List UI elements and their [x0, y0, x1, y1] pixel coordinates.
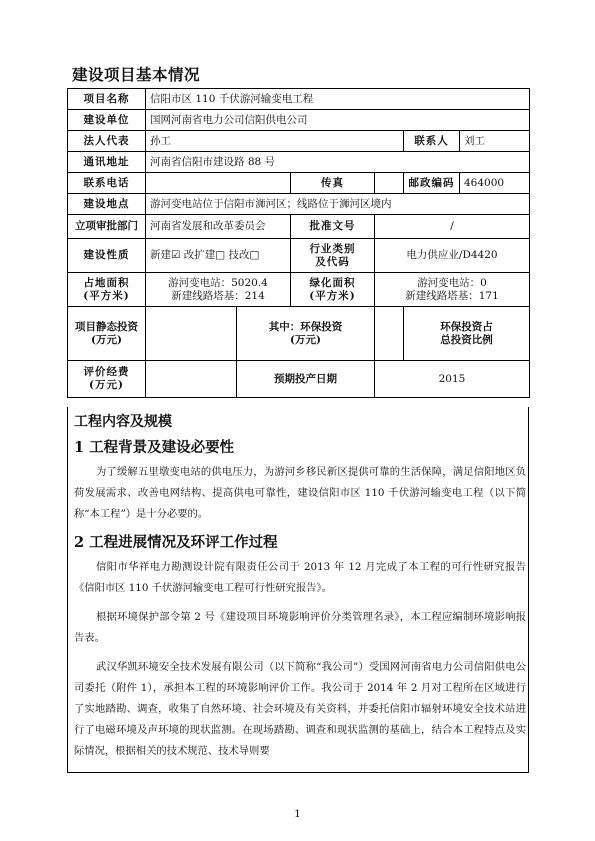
legal-rep-value: 孙工 [146, 131, 404, 152]
green-label-line1: 绿化面积 [309, 276, 356, 289]
page-title: 建设项目基本情况 [72, 65, 201, 84]
industry-label-line2: 及代码 [315, 255, 350, 268]
section1-paragraph: 为了缓解五里墩变电站的供电压力，为游河乡移民新区提供可靠的生活保障，满足信阳地区负荷发展需求、改善电网结构、提高供电可靠性，建设信阳市区 110 千伏游河输变电工程（以下简称“本工程”）是十分必要的。 [74, 466, 526, 520]
section1-title: 1 工程背景及建设必要性 [74, 439, 235, 456]
location-label: 建设地点 [68, 194, 146, 215]
area-label-line1: 占地面积 [83, 276, 130, 289]
address-label: 通讯地址 [68, 152, 146, 173]
static-investment-value [146, 307, 237, 361]
builder-value: 国网河南省电力公司信阳供电公司 [146, 110, 530, 131]
section2-paragraph-2: 根据环境保护部令第 2 号《建设项目环境影响评价分类管理名录》，本工程应编制环境影响报告表。 [74, 611, 526, 644]
location-value: 游河变电站位于信阳市浉河区；线路位于浉河区境内 [146, 194, 530, 215]
page-number: 1 [294, 808, 301, 820]
postcode-value: 464000 [460, 173, 530, 194]
approval-dept-value: 河南省发展和改革委员会 [146, 215, 291, 239]
fax-value [375, 173, 404, 194]
area-value-line2: 新建线路塔基：214 [171, 289, 265, 302]
area-label-line2: (平方米) [83, 289, 130, 302]
basic-info-table [67, 88, 530, 398]
eval-fee-value [146, 361, 237, 398]
address-value: 河南省信阳市建设路 88 号 [146, 152, 530, 173]
phone-value [146, 173, 291, 194]
phone-label: 联系电话 [68, 173, 146, 194]
static-investment-label-line1: 项目静态投资 [75, 320, 138, 333]
green-label-line2: (平方米) [309, 289, 356, 302]
content-heading: 工程内容及规模 [74, 414, 172, 430]
eval-fee-label-line1: 评价经费 [83, 366, 130, 378]
builder-label: 建设单位 [68, 110, 146, 131]
content-body [74, 410, 526, 762]
green-value [375, 273, 530, 307]
postcode-label: 邮政编码 [404, 173, 460, 194]
section2-title: 2 工程进展情况及环评工作过程 [74, 534, 278, 551]
green-value-line1: 游河变电站：0 [417, 276, 487, 289]
env-ratio-label-line1: 环保投资占 [440, 320, 493, 333]
operation-date-value: 2015 [375, 361, 530, 398]
legal-rep-label: 法人代表 [68, 131, 146, 152]
approval-no-value: / [375, 215, 530, 239]
project-name-label: 项目名称 [68, 89, 146, 110]
area-value [146, 273, 291, 307]
contact-label: 联系人 [404, 131, 460, 152]
eval-fee-label-line2: (万元) [89, 379, 124, 391]
industry-value: 电力供应业/D4420 [375, 239, 530, 273]
fax-label: 传真 [291, 173, 375, 194]
static-investment-label [68, 307, 146, 361]
nature-value: 新建☑ 改扩建□ 技改□ [146, 239, 291, 273]
green-value-line2: 新建线路塔基：171 [405, 289, 499, 302]
approval-no-label: 批准文号 [291, 215, 375, 239]
industry-label [291, 239, 375, 273]
env-investment-label-line1: 其中：环保投资 [268, 320, 343, 333]
nature-label: 建设性质 [68, 239, 146, 273]
approval-dept-label: 立项审批部门 [68, 215, 146, 239]
contact-value: 刘工 [460, 131, 530, 152]
eval-fee-label [68, 361, 146, 398]
env-investment-value [375, 307, 404, 361]
static-investment-label-line2: (万元) [91, 333, 122, 346]
industry-label-line1: 行业类别 [309, 242, 356, 255]
section2-paragraph-3: 武汉华凯环境安全技术发展有限公司（以下简称“我公司”）受国网河南省电力公司信阳供电公司委托（附件 1），承担本工程的环境影响评价工作。我公司于 2014 年 2 月对工程所在区域进行了实地踏勘、调查，收集了自然环境、社会环境及有关资料，并委托信阳市辐射环境安全技术站进行了电磁环境及声环境的现状监测。在现场踏勘、调查和现状监测的基础上，结合本工程特点及实际情况，根据相关的技术规范、技术导则要 [74, 661, 526, 757]
env-ratio-label-line2: 总投资比例 [440, 333, 493, 346]
env-investment-label [237, 307, 375, 361]
green-label [291, 273, 375, 307]
project-name-value: 信阳市区 110 千伏游河输变电工程 [146, 89, 530, 110]
area-value-line1: 游河变电站：5020.4 [168, 276, 268, 289]
env-ratio-label [404, 307, 530, 361]
area-label [68, 273, 146, 307]
operation-date-label: 预期投产日期 [237, 361, 375, 398]
section2-paragraph-1: 信阳市华祥电力勘测设计院有限责任公司于 2013 年 12 月完成了本工程的可行性研究报告《信阳市区 110 千伏游河输变电工程可行性研究报告》。 [74, 561, 526, 594]
env-investment-label-line2: (万元) [290, 333, 321, 346]
